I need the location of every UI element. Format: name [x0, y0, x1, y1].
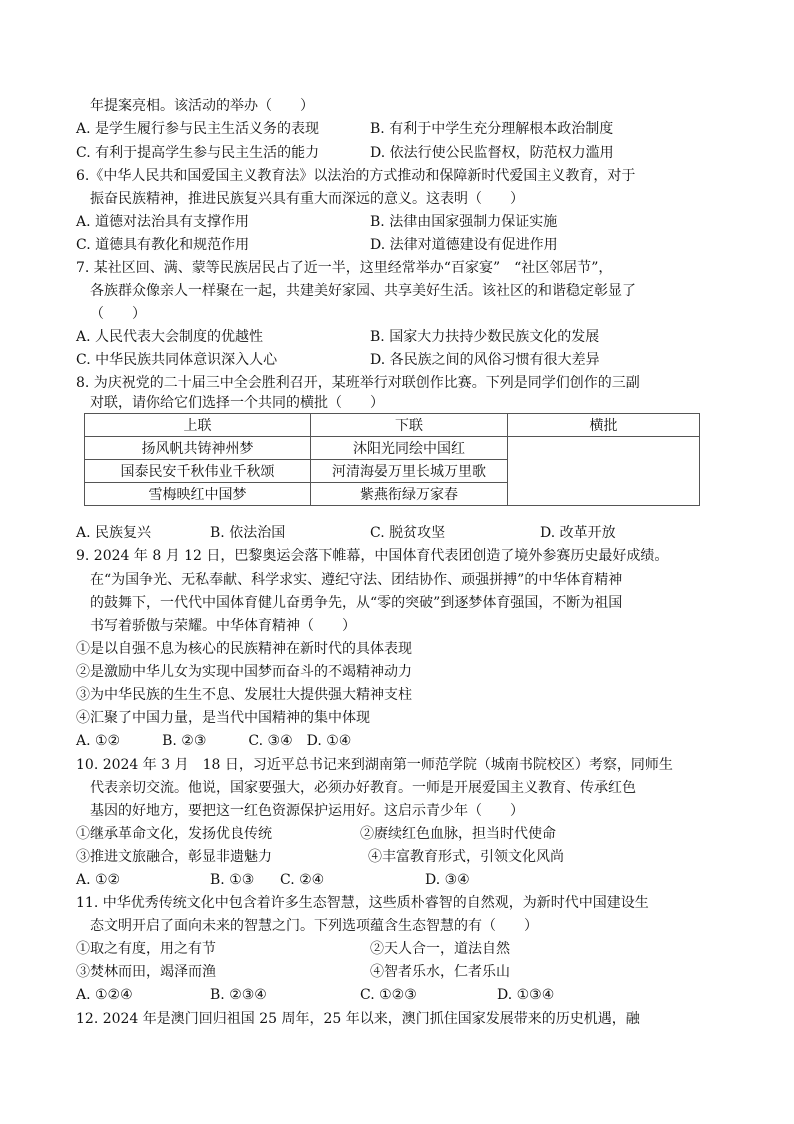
q11-statement-3: ③焚林而田，竭泽而渔 [76, 964, 216, 980]
q11-stem-cont: 态文明开启了面向未来的智慧之门。下列选项蕴含生态智慧的有（ ） [90, 918, 538, 934]
q12-stem: 12. 2024 年是澳门回归祖国 25 周年，25 年以来，澳门抓住国家发展带来的历史机遇，融 [76, 1011, 640, 1027]
couplet-table [84, 413, 700, 506]
couplet-second-line: 紫燕衔绿万家春 [311, 483, 508, 506]
q11-option-a: A. ①②④ [76, 987, 133, 1003]
q9-stem-cont: 书写着骄傲与荣耀。中华体育精神（ ） [90, 618, 356, 634]
q9-statement-4: ④汇聚了中国力量，是当代中国精神的集中体现 [76, 710, 370, 726]
q8-stem: 8. 为庆祝党的二十届三中全会胜利召开，某班举行对联创作比赛。下列是同学们创作的三副 [76, 375, 640, 391]
couplet-second-line: 沐阳光同绘中国红 [311, 437, 508, 460]
q11-option-b: B. ②③④ [210, 987, 267, 1003]
q6-option-d: D. 法律对道德建设有促进作用 [370, 237, 558, 253]
q10-stem-cont: 基因的好地方，要把这一红色资源保护运用好。这启示青少年（ ） [90, 803, 524, 819]
q11-statement-2: ②天人合一，道法自然 [370, 941, 510, 957]
header-first-line: 上联 [85, 414, 311, 437]
q7-option-d: D. 各民族之间的风俗习惯有很大差异 [370, 352, 600, 368]
q10-stem-cont: 代表亲切交流。他说，国家要强大，必须办好教育。一师是开展爱国主义教育、传承红色 [90, 780, 636, 796]
couplet-table-header [85, 414, 700, 437]
q9-statement-1: ①是以自强不息为核心的民族精神在新时代的具体表现 [76, 641, 412, 657]
header-horizontal-scroll: 横批 [508, 414, 700, 437]
q10-stem: 10. 2024 年 3 月 18 日，习近平总书记来到湖南第一师范学院（城南书院校区）考察，同师生 [76, 757, 673, 773]
q6-option-a: A. 道德对法治具有支撑作用 [76, 214, 250, 230]
couplet-row [85, 437, 700, 460]
q11-statement-4: ④智者乐水，仁者乐山 [370, 964, 510, 980]
q8-option-c: C. 脱贫攻坚 [370, 525, 446, 541]
q11-option-c: C. ①②③ [360, 987, 417, 1003]
q7-stem-cont: 各族群众像亲人一样聚在一起，共建美好家园、共享美好生活。该社区的和谐稳定彰显了 [90, 283, 636, 299]
q9-options: A. ①② B. ②③ C. ③④ D. ①④ [76, 733, 352, 749]
q9-statement-3: ③为中华民族的生生不息、发展壮大提供强大精神支柱 [76, 687, 412, 703]
q5-option-b: B. 有利于中学生充分理解根本政治制度 [370, 121, 614, 137]
q8-option-a: A. 民族复兴 [76, 525, 152, 541]
couplet-first-line: 扬风帆共铸神州梦 [85, 437, 311, 460]
q5-option-a: A. 是学生履行参与民主生活义务的表现 [76, 121, 320, 137]
q10-statement-2: ②赓续红色血脉，担当时代使命 [360, 826, 556, 842]
couplet-first-line: 雪梅映红中国梦 [85, 483, 311, 506]
couplet-second-line: 河清海晏万里长城万里歌 [311, 460, 508, 483]
q10-option-a: A. ①② [76, 872, 121, 888]
q6-option-b: B. 法律由国家强制力保证实施 [370, 214, 558, 230]
q10-option-c: C. ②④ [280, 872, 325, 888]
q8-option-b: B. 依法治国 [210, 525, 286, 541]
q7-option-c: C. 中华民族共同体意识深入人心 [76, 352, 278, 368]
header-second-line: 下联 [311, 414, 508, 437]
horizontal-scroll-blank [508, 437, 700, 506]
q9-stem-cont: 的鼓舞下，一代代中国体育健儿奋勇争先，从“零的突破”到逐梦体育强国，不断为祖国 [90, 595, 623, 611]
q6-option-c: C. 道德具有教化和规范作用 [76, 237, 250, 253]
q5-stem-tail: 年提案亮相。该活动的举办（ ） [90, 98, 314, 114]
q10-statement-1: ①继承革命文化，发扬优良传统 [76, 826, 272, 842]
q10-statement-4: ④丰富教育形式，引领文化风尚 [368, 849, 564, 865]
q9-statement-2: ②是激励中华儿女为实现中国梦而奋斗的不竭精神动力 [76, 664, 412, 680]
couplet-first-line: 国泰民安千秋伟业千秋颂 [85, 460, 311, 483]
q8-stem-cont: 对联，请你给它们选择一个共同的横批（ ） [90, 395, 384, 411]
q8-option-d: D. 改革开放 [540, 525, 616, 541]
q11-option-d: D. ①③④ [497, 987, 555, 1003]
q9-stem-cont: 在“为国争光、无私奉献、科学求实、遵纪守法、团结协作、顽强拼搏”的中华体育精神 [90, 572, 623, 588]
q7-option-b: B. 国家大力扶持少数民族文化的发展 [370, 329, 600, 345]
q5-option-c: C. 有利于提高学生参与民主生活的能力 [76, 145, 320, 161]
q7-stem: 7. 某社区回、满、蒙等民族居民占了近一半，这里经常举办“百家宴” “社区邻居节”， [76, 260, 613, 276]
q10-statement-3: ③推进文旅融合，彰显非遗魅力 [76, 849, 272, 865]
q10-option-b: B. ①③ [210, 872, 255, 888]
q7-answer-blank: （ ） [90, 306, 146, 322]
q6-stem: 6.《中华人民共和国爱国主义教育法》以法治的方式推动和保障新时代爱国主义教育，对于 [76, 168, 636, 184]
q6-stem-cont: 振奋民族精神，推进民族复兴具有重大而深远的意义。这表明（ ） [90, 191, 524, 207]
q5-option-d: D. 依法行使公民监督权，防范权力滥用 [370, 145, 614, 161]
q7-option-a: A. 人民代表大会制度的优越性 [76, 329, 264, 345]
q10-option-d: D. ③④ [425, 872, 470, 888]
q11-statement-1: ①取之有度，用之有节 [76, 941, 216, 957]
q9-stem: 9. 2024 年 8 月 12 日，巴黎奥运会落下帷幕，中国体育代表团创造了境外参赛历史最好成绩。 [76, 548, 669, 564]
q11-stem: 11. 中华优秀传统文化中包含着许多生态智慧，这些质朴睿智的自然观，为新时代中国建设生 [76, 895, 649, 911]
